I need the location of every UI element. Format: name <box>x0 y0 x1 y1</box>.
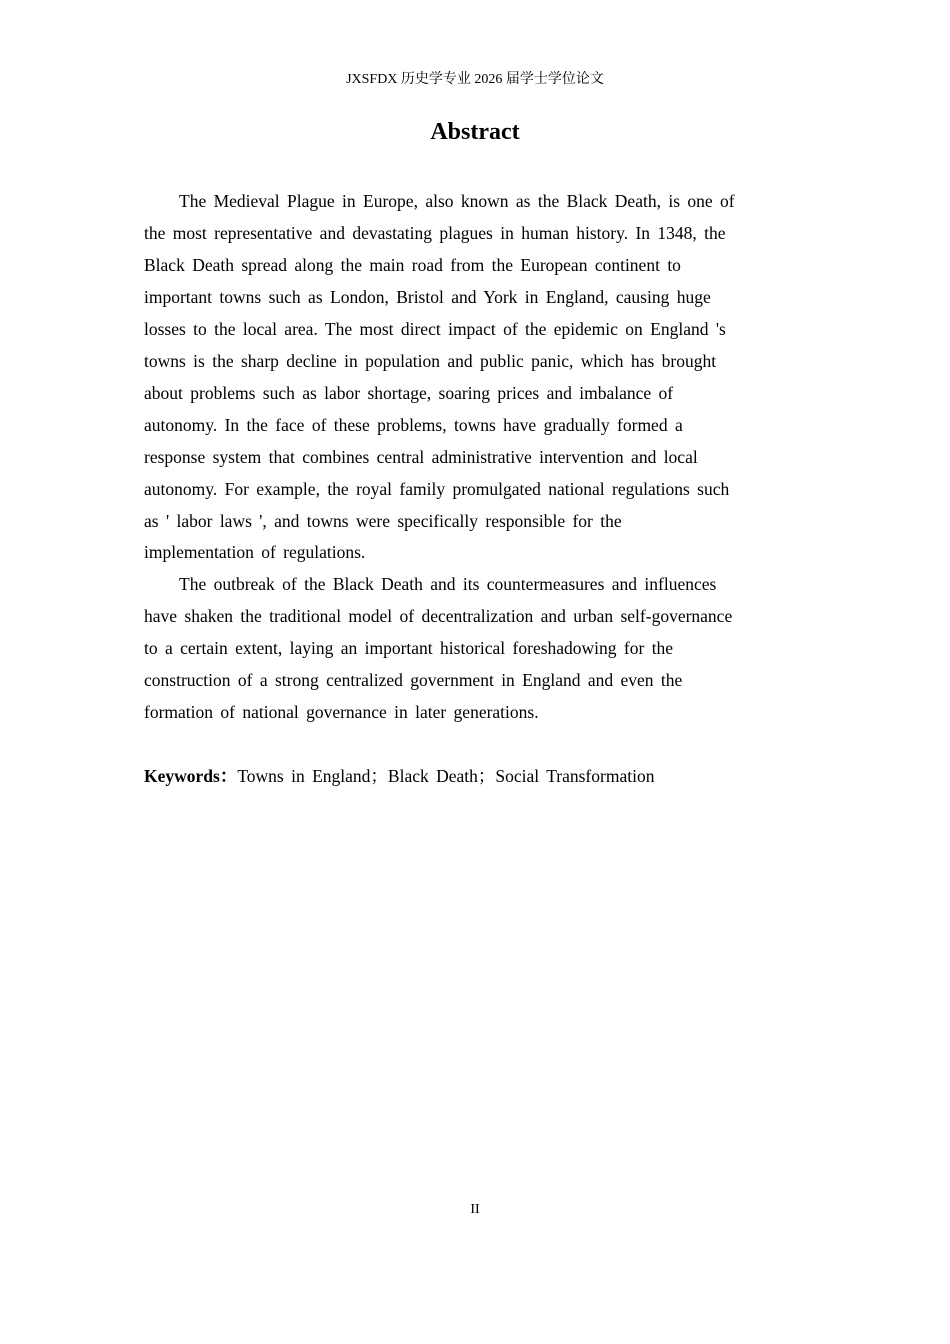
text-line: about problems such as labor shortage, soaring prices and imbalance of <box>144 382 674 403</box>
keywords-label: Keywords： <box>144 766 238 786</box>
text-line: formation of national governance in later generations. <box>144 702 539 723</box>
text-line: response system that combines central administrative intervention and local <box>144 446 698 467</box>
abstract-body <box>144 186 806 729</box>
text-line: towns is the sharp decline in population and public panic, which has brought <box>144 350 717 371</box>
text-line: The outbreak of the Black Death and its countermeasures and influences <box>179 574 717 595</box>
abstract-title: Abstract <box>430 119 520 145</box>
running-header: JXSFDX 历史学专业 2026 届学士学位论文 <box>346 72 604 87</box>
text-line: autonomy. For example, the royal family promulgated national regulations such <box>144 478 730 499</box>
text-line: The Medieval Plague in Europe, also known as the Black Death, is one of <box>179 191 735 211</box>
text-line: have shaken the traditional model of decentralization and urban self-governance <box>144 606 733 627</box>
abstract-paragraph-1 <box>144 186 806 569</box>
text-line: Black Death spread along the main road from the European continent to <box>144 254 681 275</box>
text-line: implementation of regulations. <box>144 542 366 563</box>
text-line: losses to the local area. The most direct impact of the epidemic on England 's <box>144 318 726 339</box>
page-number: II <box>470 1202 480 1217</box>
text-line: construction of a strong centralized government in England and even the <box>144 670 683 691</box>
text-line: as ' labor laws ', and towns were specifically responsible for the <box>144 510 622 531</box>
keywords-text: Towns in England；Black Death；Social Transformation <box>237 766 655 786</box>
text-line: autonomy. In the face of these problems, towns have gradually formed a <box>144 414 683 435</box>
text-line: important towns such as London, Bristol and York in England, causing huge <box>144 286 711 307</box>
abstract-paragraph-2 <box>144 569 806 729</box>
keywords <box>144 761 806 793</box>
text-line: to a certain extent, laying an important historical foreshadowing for the <box>144 638 674 659</box>
text-line: the most representative and devastating plagues in human history. In 1348, the <box>144 222 726 243</box>
